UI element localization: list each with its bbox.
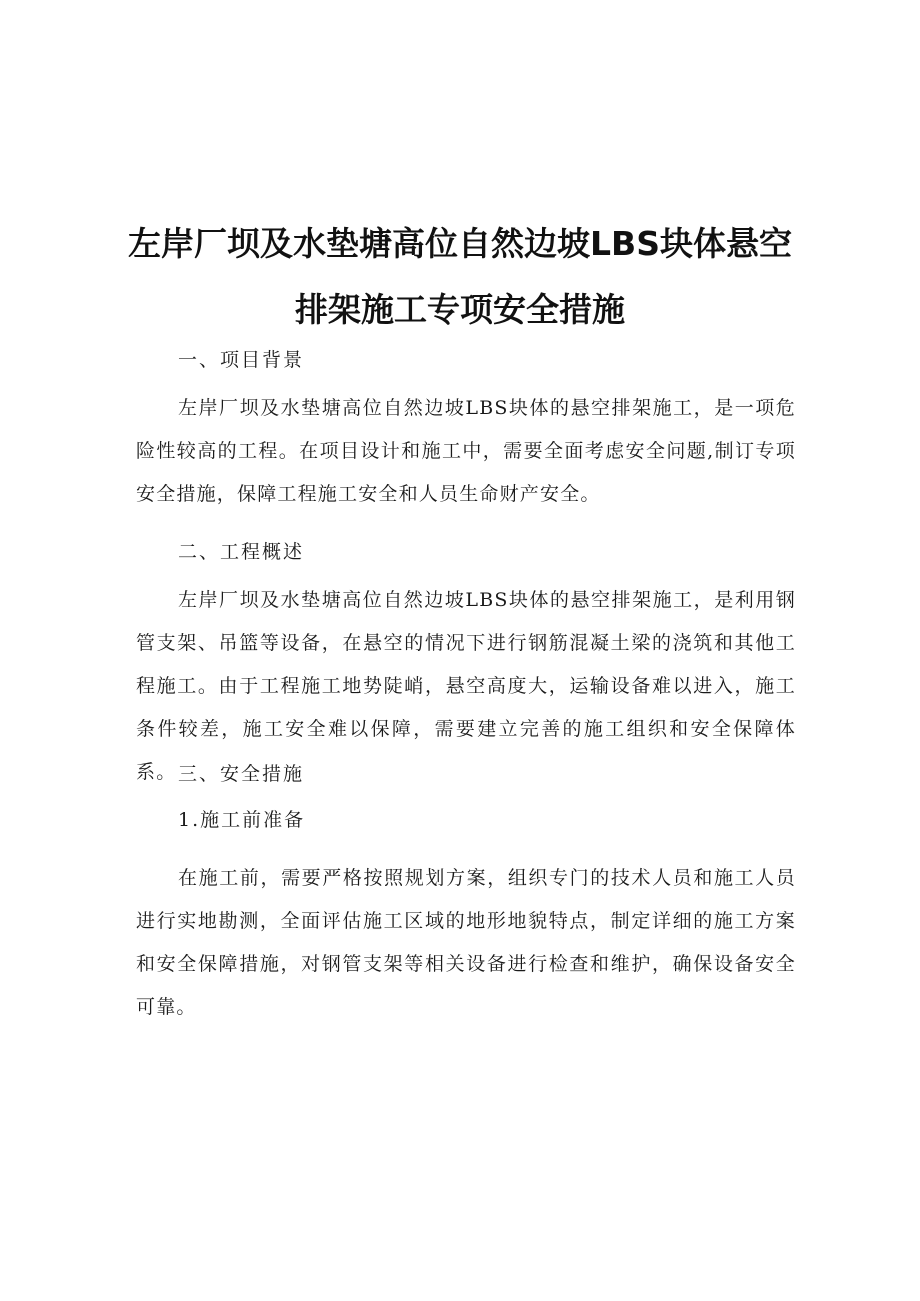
section-paragraph-background: 左岸厂坝及水垫塘高位自然边坡LBS块体的悬空排架施工，是一项危险性较高的工程。在项目设计和施工中，需要全面考虑安全问题,制订专项安全措施，保障工程施工安全和人员生命财产安全。 <box>136 397 796 505</box>
document-title-line-1: 左岸厂坝及水垫塘高位自然边坡LBS块体悬空 <box>128 224 792 263</box>
section-heading-safety-measures: 三、安全措施 <box>178 763 305 785</box>
document-title-line-2: 排架施工专项安全措施 <box>295 290 625 329</box>
section-heading-overview: 二、工程概述 <box>178 541 305 563</box>
section-paragraph-overview: 左岸厂坝及水垫塘高位自然边坡LBS块体的悬空排架施工，是利用钢管支架、吊篮等设备，在悬空的情况下进行钢筋混凝土梁的浇筑和其他工程施工。由于工程施工地势陡峭，悬空高度大，运输设备难以进入，施工条件较差，施工安全难以保障，需要建立完善的施工组织和安全保障体系。 <box>136 589 796 783</box>
subsection-heading-preparation: 1.施工前准备 <box>178 809 306 831</box>
section-heading-background: 一、项目背景 <box>178 349 305 371</box>
subsection-paragraph-preparation: 在施工前，需要严格按照规划方案，组织专门的技术人员和施工人员进行实地勘测，全面评估施工区域的地形地貌特点，制定详细的施工方案和安全保障措施，对钢管支架等相关设备进行检查和维护，确保设备安全可靠。 <box>136 867 796 1018</box>
